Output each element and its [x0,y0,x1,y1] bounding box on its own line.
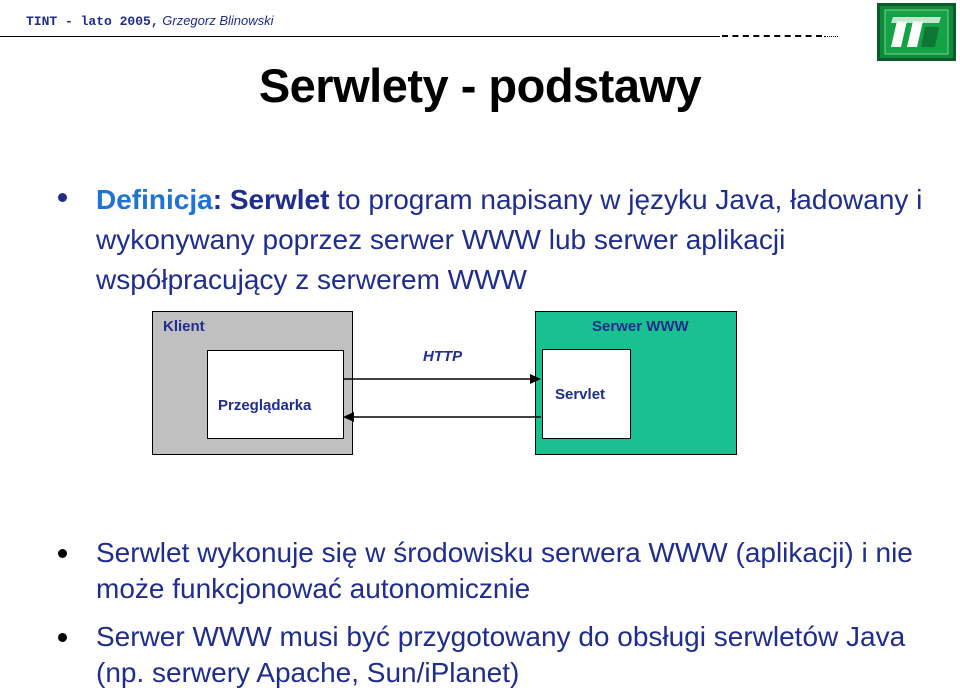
header-rule-dots [824,36,838,37]
bullet-definition [58,180,938,300]
bullet-icon [58,193,67,202]
header-rule [0,36,720,37]
course-name: TINT - lato 2005, [26,14,159,29]
bullet-second-text: Serwlet wykonuje się w środowisku serwera WWW (aplikacji) i nie może funkcjonować autonomicznie [96,537,913,604]
client-label: Klient [163,318,205,335]
author-name: Grzegorz Blinowski [162,13,274,28]
browser-box [207,350,344,439]
browser-label: Przeglądarka [218,397,312,414]
bullet-third [58,619,938,691]
servlet-label: Servlet [555,386,606,403]
definition-term: Serwlet [229,184,330,215]
header-rule-dashes [722,35,822,37]
bullet-icon [58,633,67,642]
bullet-icon [58,549,67,558]
bullet-third-text: Serwer WWW musi być przygotowany do obsługi serwletów Java (np. serwery Apache, Sun/iPlanet) [96,621,906,688]
server-label: Serwer WWW [592,318,689,335]
definition-label: Definicja [96,184,213,215]
http-label: HTTP [423,348,463,365]
slide-title: Serwlety - podstawy [258,59,702,112]
bullet-second [58,535,938,607]
definition-colon: : [212,184,223,215]
ii-logo-icon [877,3,956,61]
servlet-box [542,349,631,439]
definition-text: to program napisany w języku Java, ładowany i wykonywany poprzez serwer WWW lub serwer aplikacji współpracujący z serwerem WWW [96,184,923,295]
slide-header [26,13,274,29]
